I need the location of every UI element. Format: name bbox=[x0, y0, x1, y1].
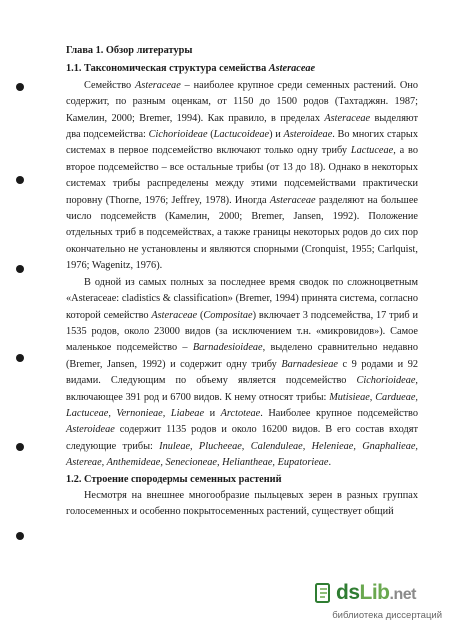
text-run: , выделено сравнительно недавно (Bremer, Jansen, 1992) и содержит одну трибу bbox=[66, 342, 418, 370]
text-run: . Во многих старых системах в первое подсемейство включают только одну трибу bbox=[66, 129, 418, 157]
margin-bullet bbox=[16, 176, 24, 184]
section-heading-2: 1.2. Строение спородермы семенных растений bbox=[66, 473, 282, 485]
text-run: В одной из самых полных за последнее время сводок по сложноцветным «Asteraceae: cladistics & classification» (Bremer, 1994) принята система, согласно которой семейство bbox=[66, 276, 418, 321]
text-run: ( bbox=[207, 129, 214, 141]
italic-term: Asteraceae bbox=[151, 309, 198, 321]
paragraph bbox=[66, 78, 418, 275]
text-run: содержит 1135 родов и около 16200 видов. В его состав входят следующие трибы: bbox=[66, 424, 418, 452]
italic-term: Cichorioideae bbox=[356, 375, 416, 387]
italic-term: Lactuceae bbox=[350, 145, 394, 157]
margin-bullet bbox=[16, 354, 24, 362]
italic-term: Asteraceae bbox=[135, 79, 181, 91]
section-heading-italic: Asteraceae bbox=[268, 63, 316, 75]
italic-term: Lactucoideae bbox=[213, 129, 270, 141]
dslib-wordmark bbox=[336, 581, 416, 605]
document-page bbox=[66, 43, 418, 521]
margin-bullet bbox=[16, 265, 24, 273]
section-heading-text: 1.1. Таксономическая структура семейства bbox=[66, 63, 269, 75]
watermark-subtitle: библиотека диссертаций bbox=[332, 610, 442, 621]
italic-term: Cichorioideae bbox=[148, 129, 208, 141]
text-run: выделяют два подсемейства: bbox=[66, 112, 418, 141]
margin-bullet bbox=[16, 532, 24, 540]
wordmark-ds: ds bbox=[336, 581, 360, 604]
section-heading-1 bbox=[66, 61, 418, 77]
dslib-watermark bbox=[314, 580, 442, 630]
chapter-title: Глава 1. Обзор литературы bbox=[66, 45, 193, 56]
text-run: ) и bbox=[269, 129, 284, 141]
italic-term: Inuleae, Plucheeae, Calenduleae, Helenieae, Gnaphalieae, Astereae, Anthemideae, Senecioneae, Heliantheae, Eupatorieae bbox=[66, 440, 419, 469]
text-run: , а во второе подсемейство – все остальные трибы (от 13 до 18). Однако в некоторых системах трибы распределены между этими подсемействами практически поровну (Thorne, 1976; Jeffrey, 1978). Иногда bbox=[66, 145, 418, 206]
text-run: с 9 родами и 92 видами. Следующим по объему является подсемейство bbox=[66, 358, 418, 387]
wordmark-lib: Lib bbox=[359, 581, 390, 604]
text-run: Семейство bbox=[84, 79, 136, 91]
italic-term: Compositae bbox=[203, 309, 253, 321]
paragraph bbox=[66, 275, 418, 472]
wordmark-net: .net bbox=[389, 586, 416, 603]
text-run: ) включает 3 подсемейства, 17 триб и 1535 родов, около 23000 видов (за исключением т.н. «микровидов»). Самое маленькое подсемейство – bbox=[66, 309, 418, 354]
italic-term: Barnadesieae bbox=[281, 358, 338, 370]
text-run: и bbox=[204, 407, 221, 419]
text-run: – наиболее крупное среди семенных растений. Оно содержит, по разным оценкам, от 1150 до 1500 родов (Тахтаджян. 1987; Камелин, 2000; Bremer, 1994). Как правило, в пределах bbox=[66, 79, 418, 124]
italic-term: Asteraceae bbox=[324, 112, 371, 124]
italic-term: Barnadesioideae bbox=[192, 342, 263, 354]
text-run: разделяют на большее число подсемейств (Камелин, 2000; Bremer, Jansen, 1992). Положение отдельных триб в подсемействах, а также границы некоторых родов до сих пор окончательно не установлены и являются спорными (Cronquist, 1955; Carlquist, 1976; Wagenitz, 1976). bbox=[66, 194, 418, 272]
italic-term: Asteroideae bbox=[66, 424, 115, 436]
text-run: ( bbox=[197, 309, 204, 321]
margin-bullet bbox=[16, 443, 24, 451]
italic-term: Mutisieae, Cardueae, Lactuceae, Vernonieae, Liabeae bbox=[66, 391, 418, 419]
italic-term: Arctoteae bbox=[220, 407, 261, 419]
text-run: , включающее 391 род и 6700 видов. К нему относят трибы: bbox=[66, 375, 418, 403]
text-run: . Наиболее крупное подсемейство bbox=[260, 407, 418, 419]
text-run: . bbox=[328, 457, 332, 469]
paragraph: Несмотря на внешнее многообразие пыльцевых зерен в разных группах голосеменных и особенно покрытосеменных растений, существует общий bbox=[66, 489, 418, 518]
italic-term: Asteraceae bbox=[269, 194, 316, 206]
dslib-logo-icon bbox=[314, 582, 334, 606]
margin-bullet bbox=[16, 83, 24, 91]
italic-term: Asteroideae bbox=[283, 129, 333, 141]
